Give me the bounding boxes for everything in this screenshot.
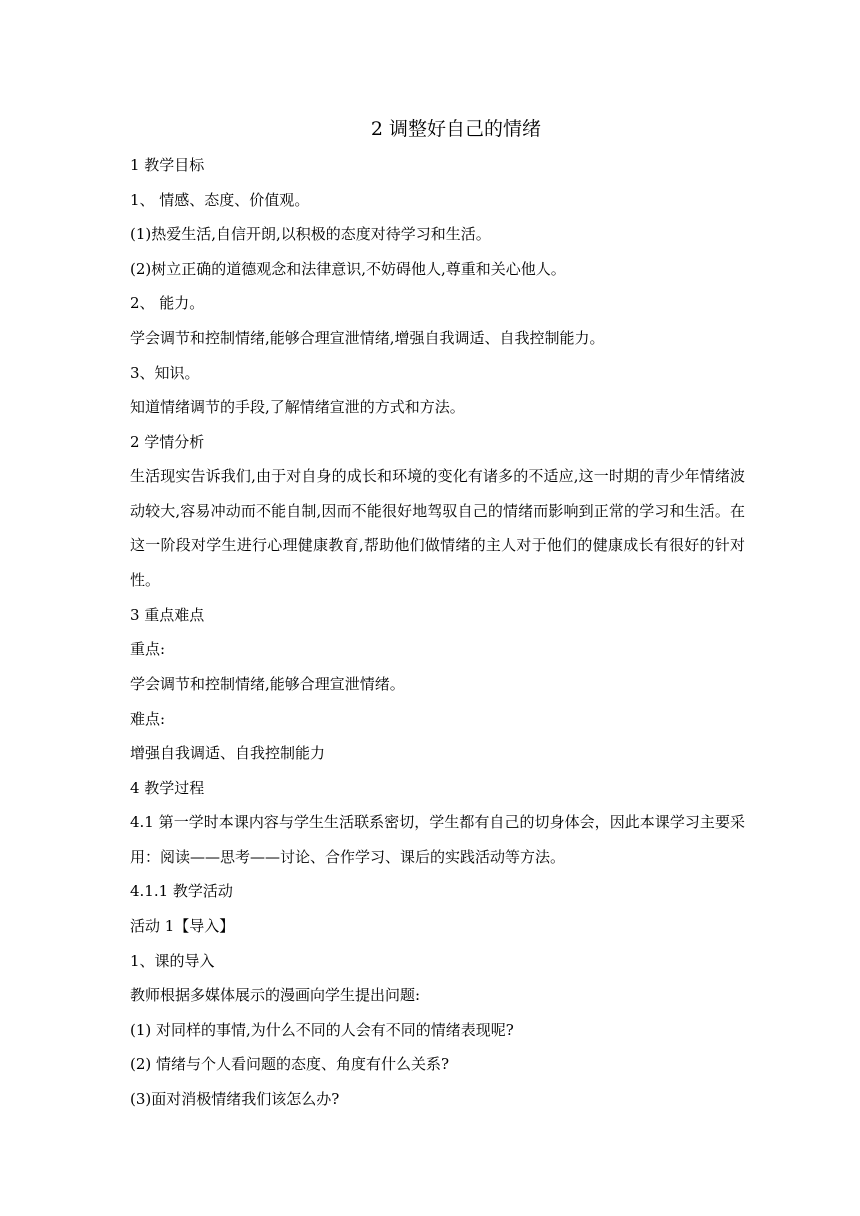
list-item: (1)热爱生活,自信开朗,以积极的态度对待学习和生活。 — [130, 225, 491, 244]
list-item: 重点: — [130, 640, 166, 659]
subsection-heading: 4.1.1 教学活动 — [130, 882, 233, 901]
list-item: 难点: — [130, 709, 166, 728]
question-item: (2) 情绪与个人看问题的态度、角度有什么关系? — [130, 1055, 450, 1074]
section-heading-analysis: 2 学情分析 — [130, 432, 205, 451]
list-item: 2、 能力。 — [130, 294, 205, 313]
list-item: 知道情绪调节的手段,了解情绪宣泄的方式和方法。 — [130, 398, 465, 417]
list-item: 1、 情感、态度、价值观。 — [130, 190, 310, 209]
section-heading-objectives: 1 教学目标 — [130, 156, 205, 174]
list-item: 学会调节和控制情绪,能够合理宣泄情绪。 — [130, 674, 405, 693]
document-body — [130, 154, 745, 1123]
list-item: 增强自我调适、自我控制能力 — [130, 744, 326, 763]
list-item: 活动 1【导入】 — [130, 917, 235, 936]
section-heading-key-points: 3 重点难点 — [130, 605, 205, 624]
question-item: (3)面对消极情绪我们该怎么办? — [130, 1090, 340, 1109]
list-item: 学会调节和控制情绪,能够合理宣泄情绪,增强自我调适、自我控制能力。 — [130, 328, 605, 347]
section-heading-process: 4 教学过程 — [130, 778, 205, 797]
question-item: (1) 对同样的事情,为什么不同的人会有不同的情绪表现呢? — [130, 1020, 514, 1039]
list-item: 教师根据多媒体展示的漫画向学生提出问题: — [130, 986, 421, 1005]
process-paragraph: 4.1 第一学时本课内容与学生生活联系密切，学生都有自己的切身体会，因此本课学习主要采用：阅读——思考——讨论、合作学习、课后的实践活动等方法。 — [130, 812, 745, 866]
document-title: 2 调整好自己的情绪 — [370, 118, 542, 140]
list-item: 3、知识。 — [130, 363, 200, 382]
list-item: 1、课的导入 — [130, 951, 215, 970]
analysis-paragraph: 生活现实告诉我们,由于对自身的成长和环境的变化有诸多的不适应,这一时期的青少年情绪波动较大,容易冲动而不能自制,因而不能很好地驾驭自己的情绪而影响到正常的学习和生活。在这一阶段对学生进行心理健康教育,帮助他们做情绪的主人对于他们的健康成长有很好的针对性。 — [130, 467, 745, 589]
list-item: (2)树立正确的道德观念和法律意识,不妨碍他人,尊重和关心他人。 — [130, 259, 566, 278]
